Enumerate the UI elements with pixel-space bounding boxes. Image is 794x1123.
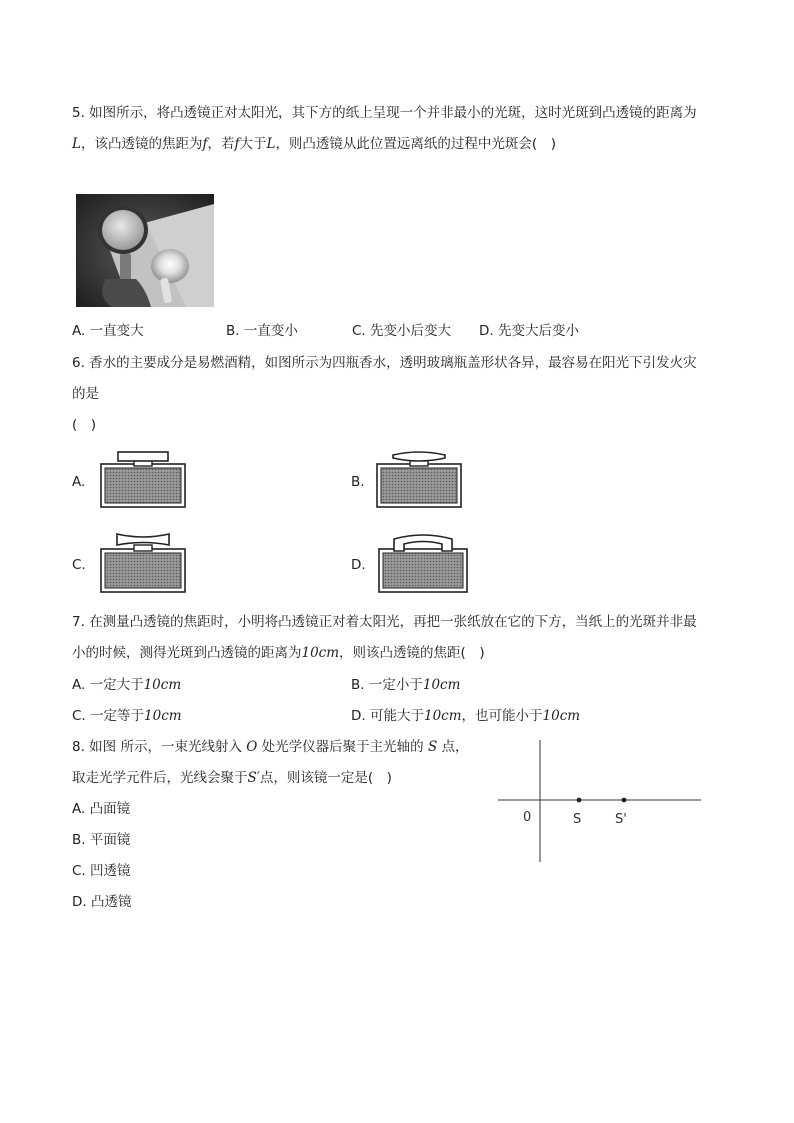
q7-text-line1: 7. 在测量凸透镜的焦距时，小明将凸透镜正对着太阳光，再把一张纸放在它的下方，当纸上的光斑并非最 — [72, 614, 697, 630]
math-10cm: 10cm — [143, 677, 182, 693]
magnifier-photo — [76, 194, 214, 307]
q7-text-line2 — [72, 643, 485, 663]
q5-text-line2 — [72, 134, 556, 154]
math-S: S — [427, 739, 438, 755]
q5-option-c[interactable]: C. 先变小后变大 — [352, 323, 452, 339]
q5-option-b[interactable]: B. 一直变小 — [226, 323, 298, 339]
label-s-prime: S' — [615, 812, 627, 827]
q7-option-a-text: A. 一定大于 — [72, 677, 144, 693]
q8-text: 处光学仪器后聚于主光轴的 — [261, 739, 424, 755]
label-o: 0 — [523, 810, 532, 825]
q8-option-b[interactable]: B. 平面镜 — [72, 832, 131, 848]
perfume-bottle-concave-cap[interactable] — [100, 533, 186, 593]
q5-text: ，则凸透镜从此位置远离纸的过程中光斑会( ) — [275, 136, 556, 152]
perfume-bottle-flat-cap[interactable] — [100, 450, 186, 508]
q5-text: 大于 — [239, 136, 267, 152]
q8-text: 8. 如图 所示，一束光线射入 — [72, 739, 242, 755]
point-s-prime — [622, 798, 627, 803]
q6-option-c-label[interactable]: C. — [72, 557, 86, 573]
q8-text-line2 — [72, 768, 392, 788]
optical-axis-diagram — [496, 738, 706, 866]
q5-text: ，若 — [207, 136, 235, 152]
q7-option-c[interactable] — [72, 706, 182, 726]
math-O: O — [246, 739, 258, 755]
q8-text: 取走光学元件后，光线会聚于 — [72, 770, 248, 786]
q7-text: ，则该凸透镜的焦距( ) — [339, 645, 485, 661]
q5-text-line1: 5. 如图所示，将凸透镜正对太阳光，其下方的纸上呈现一个并非最小的光斑，这时光斑到凸透镜的距离为 — [72, 105, 697, 121]
math-L: L — [266, 136, 276, 152]
q6-text-line2: 的是 — [72, 386, 99, 402]
math-L: L — [72, 136, 81, 152]
q8-text-line1 — [72, 737, 468, 757]
math-10cm: 10cm — [301, 645, 340, 661]
q7-option-a[interactable] — [72, 675, 181, 695]
math-f: f — [202, 136, 208, 152]
math-S-prime: S′ — [247, 770, 260, 786]
q5-option-a[interactable]: A. 一直变大 — [72, 323, 144, 339]
q8-option-c[interactable]: C. 凹透镜 — [72, 863, 131, 879]
math-10cm: 10cm — [423, 708, 462, 724]
q6-option-d-label[interactable]: D. — [351, 557, 366, 573]
q8-text: 点， — [441, 739, 469, 755]
q8-option-d[interactable]: D. 凸透镜 — [72, 894, 132, 910]
q7-option-b[interactable] — [351, 675, 460, 695]
q5-text: ，该凸透镜的焦距为 — [80, 136, 203, 152]
label-s: S — [573, 812, 582, 827]
q6-text-line1: 6. 香水的主要成分是易燃酒精，如图所示为四瓶香水，透明玻璃瓶盖形状各异，最容易在阳光下引发火灾 — [72, 355, 697, 371]
math-10cm: 10cm — [542, 708, 581, 724]
math-10cm: 10cm — [422, 677, 461, 693]
q7-option-b-text: B. 一定小于 — [351, 677, 423, 693]
q6-text-line3: ( ) — [72, 417, 97, 433]
q7-option-d-text: ，也可能小于 — [461, 708, 543, 724]
q8-option-a[interactable]: A. 凸面镜 — [72, 801, 131, 817]
q7-option-c-text: C. 一定等于 — [72, 708, 145, 724]
q7-option-d-text: D. 可能大于 — [351, 708, 424, 724]
q8-text: 点，则该镜一定是( ) — [259, 770, 392, 786]
perfume-bottle-arched-cap[interactable] — [378, 533, 468, 593]
math-f: f — [234, 136, 240, 152]
q5-option-d[interactable]: D. 先变大后变小 — [479, 323, 579, 339]
q7-text: 小的时候，测得光斑到凸透镜的距离为 — [72, 645, 302, 661]
q6-option-a-label[interactable]: A. — [72, 474, 86, 490]
perfume-bottle-convex-cap[interactable] — [376, 450, 462, 508]
q6-option-b-label[interactable]: B. — [351, 474, 365, 490]
math-10cm: 10cm — [144, 708, 182, 724]
q7-option-d[interactable] — [351, 706, 580, 726]
point-s — [577, 798, 582, 803]
